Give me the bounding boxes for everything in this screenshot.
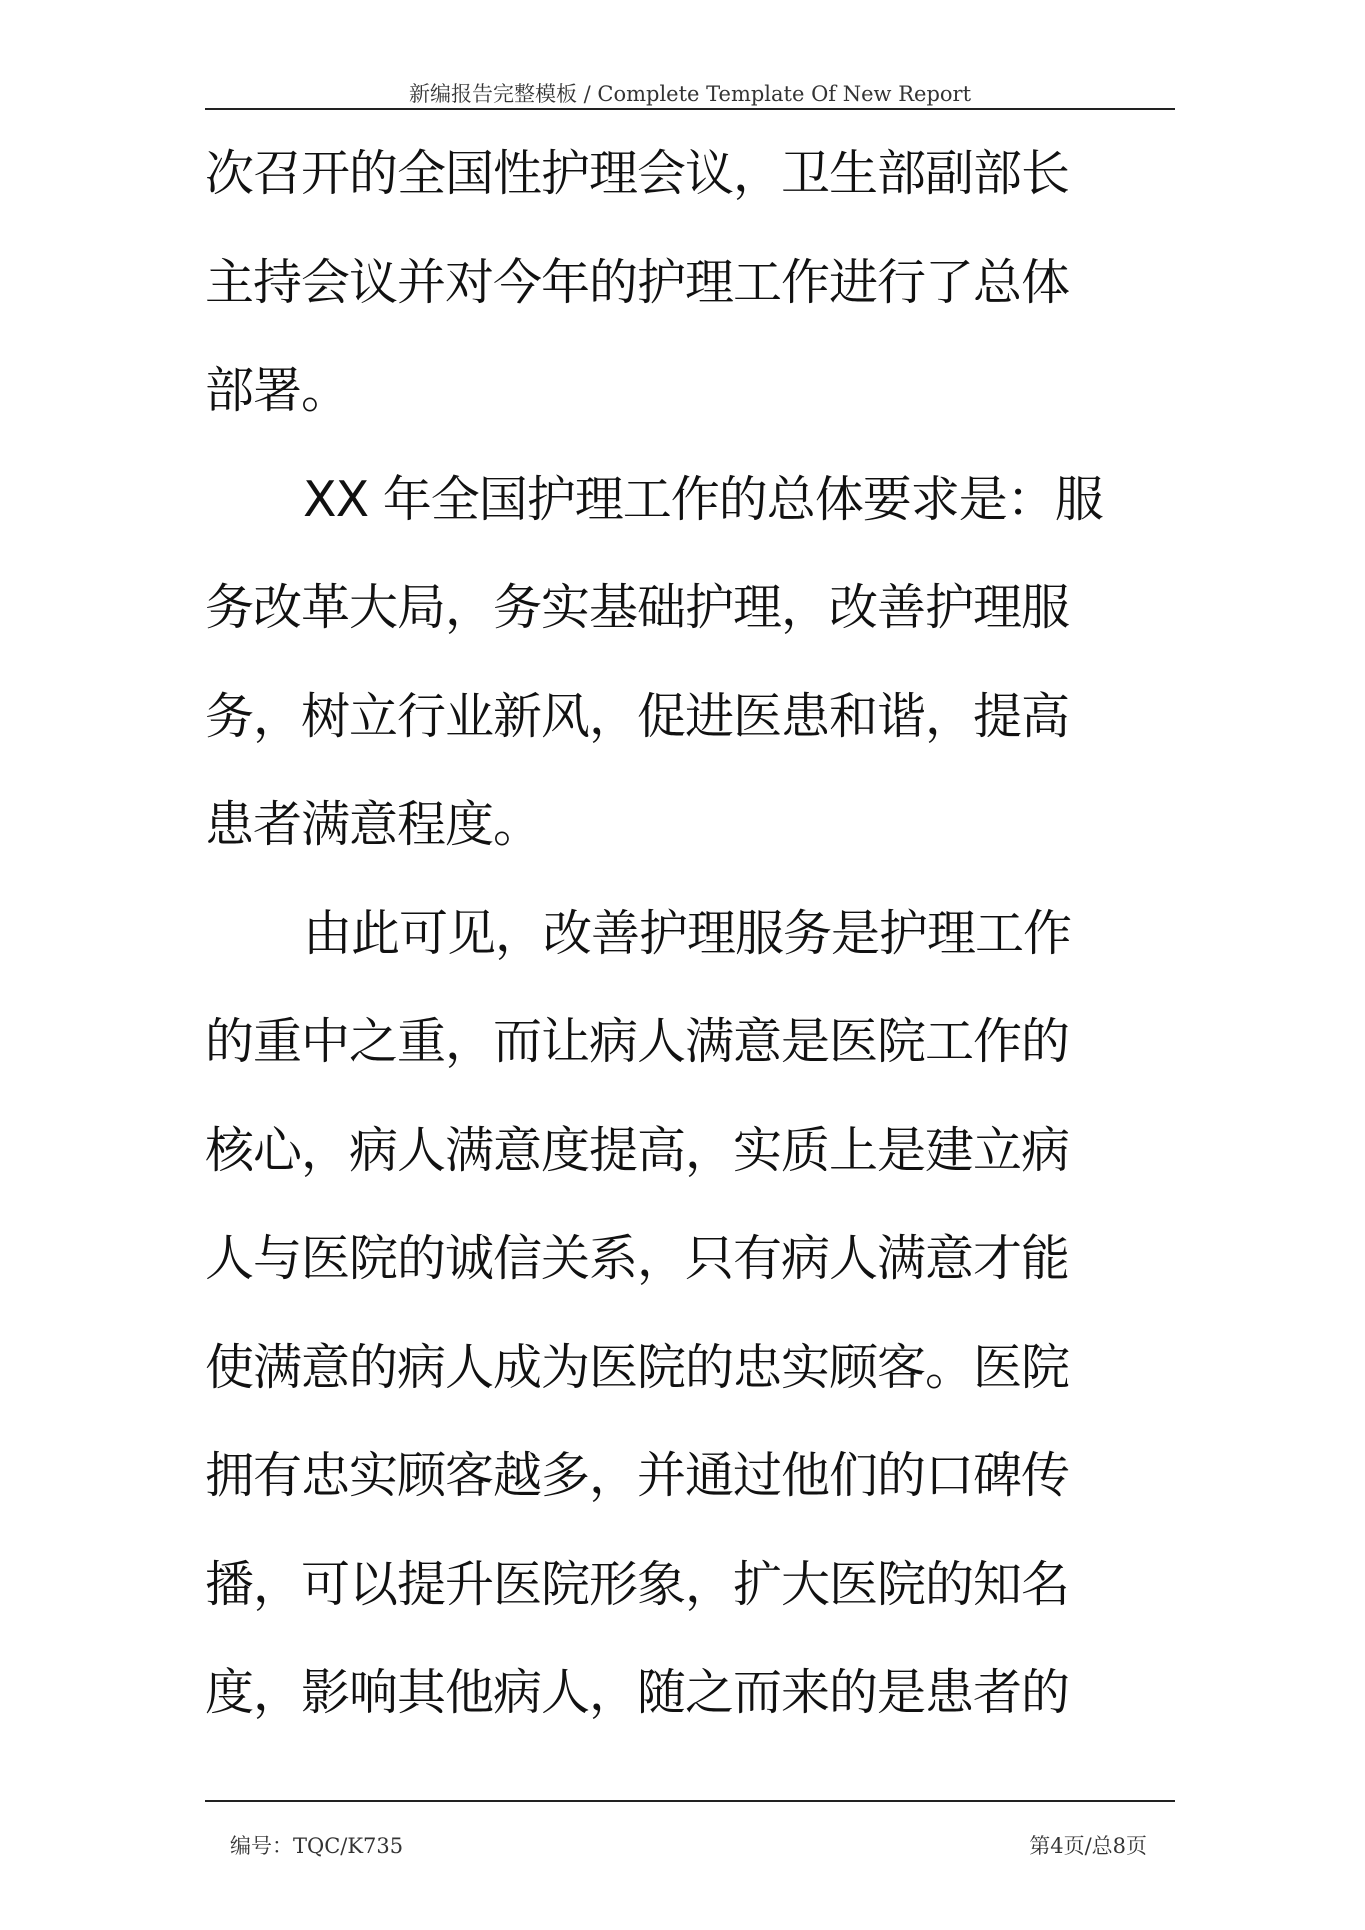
body-line: 次召开的全国性护理会议，卫生部副部长	[205, 145, 1070, 202]
body-line: 务，树立行业新风，促进医患和谐，提高	[205, 687, 1070, 745]
document-body	[205, 120, 1165, 1748]
footer-divider	[205, 1800, 1175, 1802]
body-line-paragraph-start: 由此可见，改善护理服务是护理工作	[303, 904, 1072, 962]
body-line: 部署。	[205, 362, 350, 419]
page-number: 第4页/总8页	[1029, 1834, 1147, 1858]
body-line: 务改革大局，务实基础护理，改善护理服	[205, 579, 1070, 636]
body-line: 主持会议并对今年的护理工作进行了总体	[205, 253, 1070, 311]
document-code: 编号：TQC/K735	[230, 1834, 404, 1858]
body-line-paragraph-start: XX 年全国护理工作的总体要求是：服	[303, 470, 1103, 528]
body-line: 播，可以提升医院形象，扩大医院的知名	[205, 1555, 1070, 1613]
body-line: 核心，病人满意度提高，实质上是建立病	[205, 1121, 1070, 1179]
header-divider	[205, 108, 1175, 110]
body-line: 患者满意程度。	[205, 796, 542, 853]
page-header-title: 新编报告完整模板 / Complete Template Of New Report	[408, 82, 972, 106]
body-line: 人与医院的诚信关系，只有病人满意才能	[205, 1230, 1070, 1287]
body-line: 拥有忠实顾客越多，并通过他们的口碑传	[205, 1447, 1070, 1504]
body-line: 的重中之重，而让病人满意是医院工作的	[205, 1013, 1070, 1070]
body-line: 度，影响其他病人，随之而来的是患者的	[205, 1664, 1070, 1721]
body-line: 使满意的病人成为医院的忠实顾客。医院	[205, 1338, 1070, 1396]
